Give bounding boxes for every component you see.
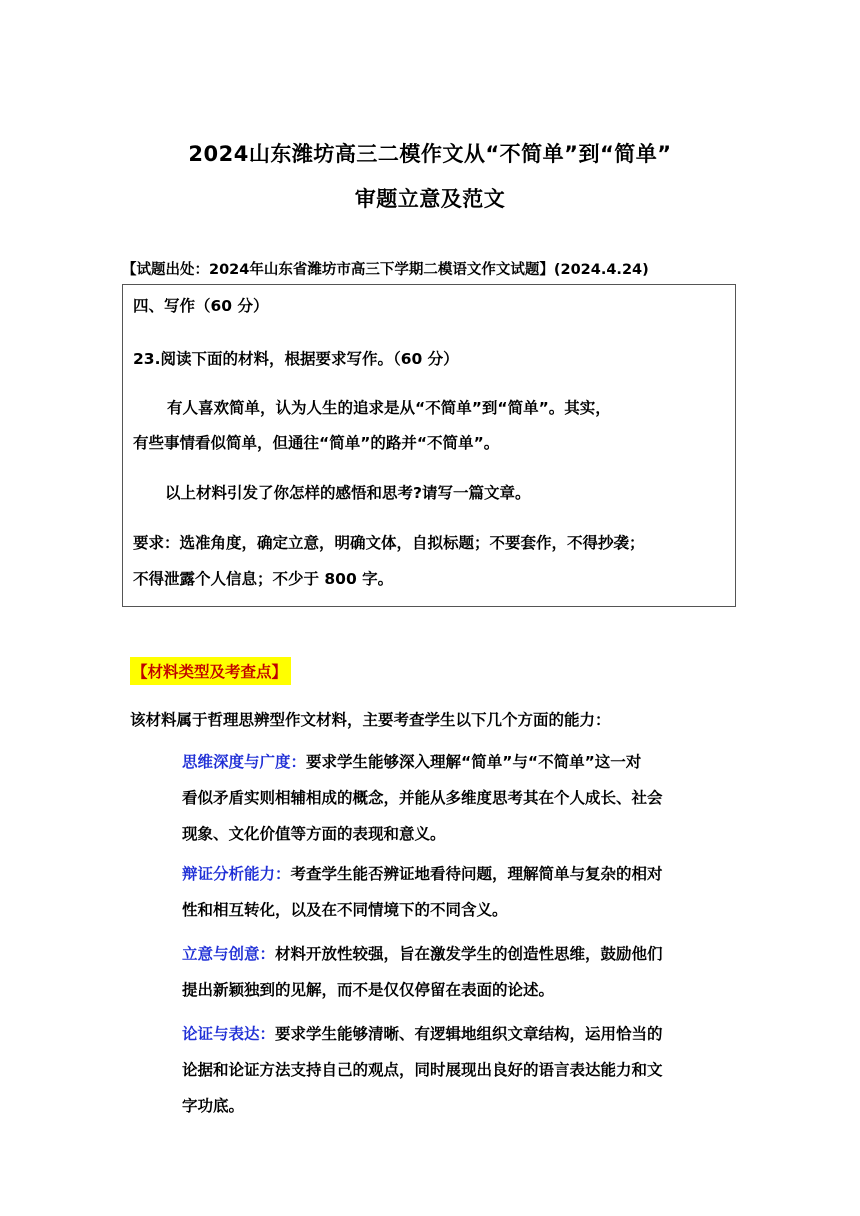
writing-prompt: 以上材料引发了你怎样的感悟和思考?请写一篇文章。 (165, 484, 531, 502)
item-line (182, 942, 742, 978)
item-text: 考查学生能否辨证地看待问题，理解简单与复杂的相对 (290, 865, 663, 883)
list-item (182, 750, 742, 858)
item-line (182, 750, 742, 786)
page-title: 2024山东潍坊高三二模作文从“不简单”到“简单” (188, 142, 672, 166)
item-text: 论据和论证方法支持自己的观点，同时展现出良好的语言表达能力和文 (182, 1061, 663, 1079)
question-box (122, 284, 736, 607)
material-line-2: 有些事情看似简单，但通往“简单”的路并“不简单”。 (133, 434, 500, 452)
item-text: 性和相互转化，以及在不同情境下的不同含义。 (182, 901, 508, 919)
item-label: 思维深度与广度： (182, 753, 307, 771)
section-heading-highlight: 【材料类型及考查点】 (130, 657, 291, 685)
item-label: 论证与表达： (182, 1025, 276, 1043)
list-item (182, 942, 742, 1014)
item-text: 提出新颖独到的见解，而不是仅仅停留在表面的论述。 (182, 981, 555, 999)
item-text: 材料开放性较强，旨在激发学生的创造性思维，鼓励他们 (275, 945, 663, 963)
material-line-1: 有人喜欢简单，认为人生的追求是从“不简单”到“简单”。其实， (167, 399, 611, 417)
item-label: 辩证分析能力： (182, 865, 291, 883)
question-text: 23.阅读下面的材料，根据要求写作。（60 分） (133, 350, 459, 368)
intro-paragraph: 该材料属于哲理思辨型作文材料，主要考查学生以下几个方面的能力： (130, 711, 611, 729)
exam-source: 【试题出处：2024年山东省潍坊市高三下学期二模语文作文试题】(2024.4.24) (122, 262, 649, 278)
item-text: 现象、文化价值等方面的表现和意义。 (182, 825, 446, 843)
requirements-line-2: 不得泄露个人信息；不少于 800 字。 (133, 570, 394, 588)
item-text: 要求学生能够清晰、有逻辑地组织文章结构，运用恰当的 (275, 1025, 663, 1043)
list-item (182, 1022, 742, 1130)
page-subtitle: 审题立意及范文 (354, 187, 506, 211)
item-line (182, 862, 742, 898)
item-text: 要求学生能够深入理解“简单”与“不简单”这一对 (306, 753, 642, 771)
list-item (182, 862, 742, 934)
section-label: 四、写作（60 分） (133, 297, 269, 315)
requirements-line-1: 要求：选准角度，确定立意，明确文体，自拟标题；不要套作，不得抄袭； (133, 534, 645, 552)
item-text: 字功底。 (182, 1097, 245, 1115)
item-text: 看似矛盾实则相辅相成的概念，并能从多维度思考其在个人成长、社会 (182, 789, 663, 807)
item-line (182, 1022, 742, 1058)
item-label: 立意与创意： (182, 945, 276, 963)
